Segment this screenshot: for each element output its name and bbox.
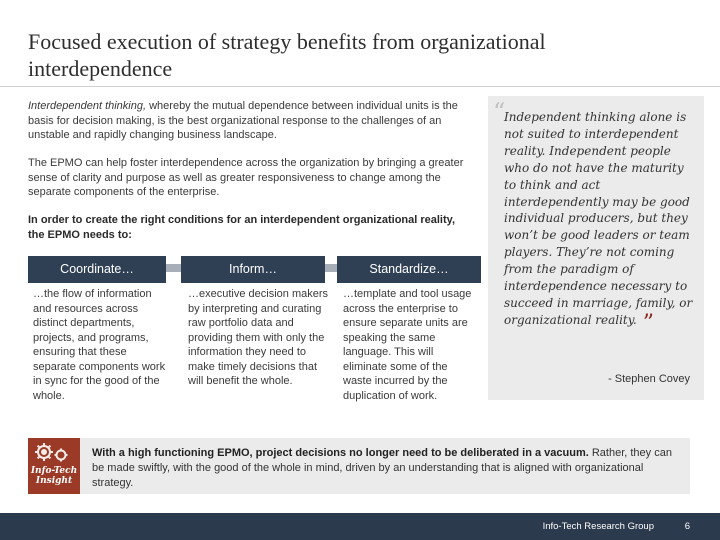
footer-bar <box>0 513 720 540</box>
intro-paragraph <box>28 99 468 143</box>
open-quote-mark: “ <box>493 98 506 126</box>
quote-attribution: - Stephen Covey <box>608 373 690 385</box>
pillar-tab-inform: Inform… <box>181 256 325 283</box>
pillar-tab-coordinate: Coordinate… <box>28 256 166 283</box>
page-number: 6 <box>684 521 690 532</box>
insight-rest: Rather, they can be made swiftly, with the good of the whole in mind, driven by an understanding that is aligned with organizational strategy. <box>92 447 672 489</box>
intro-lead: Interdependent thinking, <box>28 100 147 112</box>
intro-rest: whereby the mutual dependence between individual units is the basis for decision making, is the best organizational response to the challenges of an unstable and rapidly changing business landscape. <box>28 100 458 141</box>
logo-line-2: Insight <box>35 476 73 486</box>
quote-body: Independent thinking alone is not suited to interdependent reality. Independent people who do not have the maturity to think and act interdependently may be good individual producers, but they won’t be good leaders or team players. They’re not coming from the paradigm of interdependence necessary to succeed in marriage, family, or organizational reality. <box>504 110 693 327</box>
slide-title: Focused execution of strategy benefits from organizational interdependence <box>28 29 546 81</box>
needs-heading: In order to create the right conditions for an interdependent organizational reality, the EPMO needs to: <box>28 214 456 241</box>
epmo-paragraph: The EPMO can help foster interdependence across the organization by bringing a greater sense of clarity and purpose as well as greater responsiveness to change among the separate components of the enterprise. <box>28 157 464 198</box>
pillar-text-inform: …executive decision makers by interpreting and curating raw portfolio data and providing them with only the information they need to make timely decisions that will benefit the whole. <box>188 288 329 387</box>
footer-org: Info-Tech Research Group <box>542 521 654 532</box>
pillar-text-standardize: …template and tool usage across the enterprise to ensure separate units are speaking the same language. This will eliminate some of the waste incurred by the duplication of work. <box>343 288 472 402</box>
insight-bold: With a high functioning EPMO, project decisions no longer need to be deliberated in a vacuum. <box>92 447 589 459</box>
quote-text: Independent thinking alone is not suited to interdependent reality. Independent people who do not have the maturity to think and act interdependently may be good individual producers, but they won’t be good leaders or team players. They’re not coming from the paradigm of interdependence necessary to succeed in marriage, family, or organizational reality. ” <box>504 110 693 336</box>
logo-text <box>28 466 80 486</box>
pillar-tab-standardize: Standardize… <box>337 256 481 283</box>
logo-line-1: Info-Tech <box>30 466 78 476</box>
info-tech-insight-logo <box>28 438 80 494</box>
insight-text <box>92 446 684 491</box>
pillar-text-coordinate: …the flow of information and resources across distinct departments, projects, and programs, ensuring that these separate components work in sync for the good of the whole. <box>33 288 166 402</box>
title-divider <box>0 86 720 87</box>
